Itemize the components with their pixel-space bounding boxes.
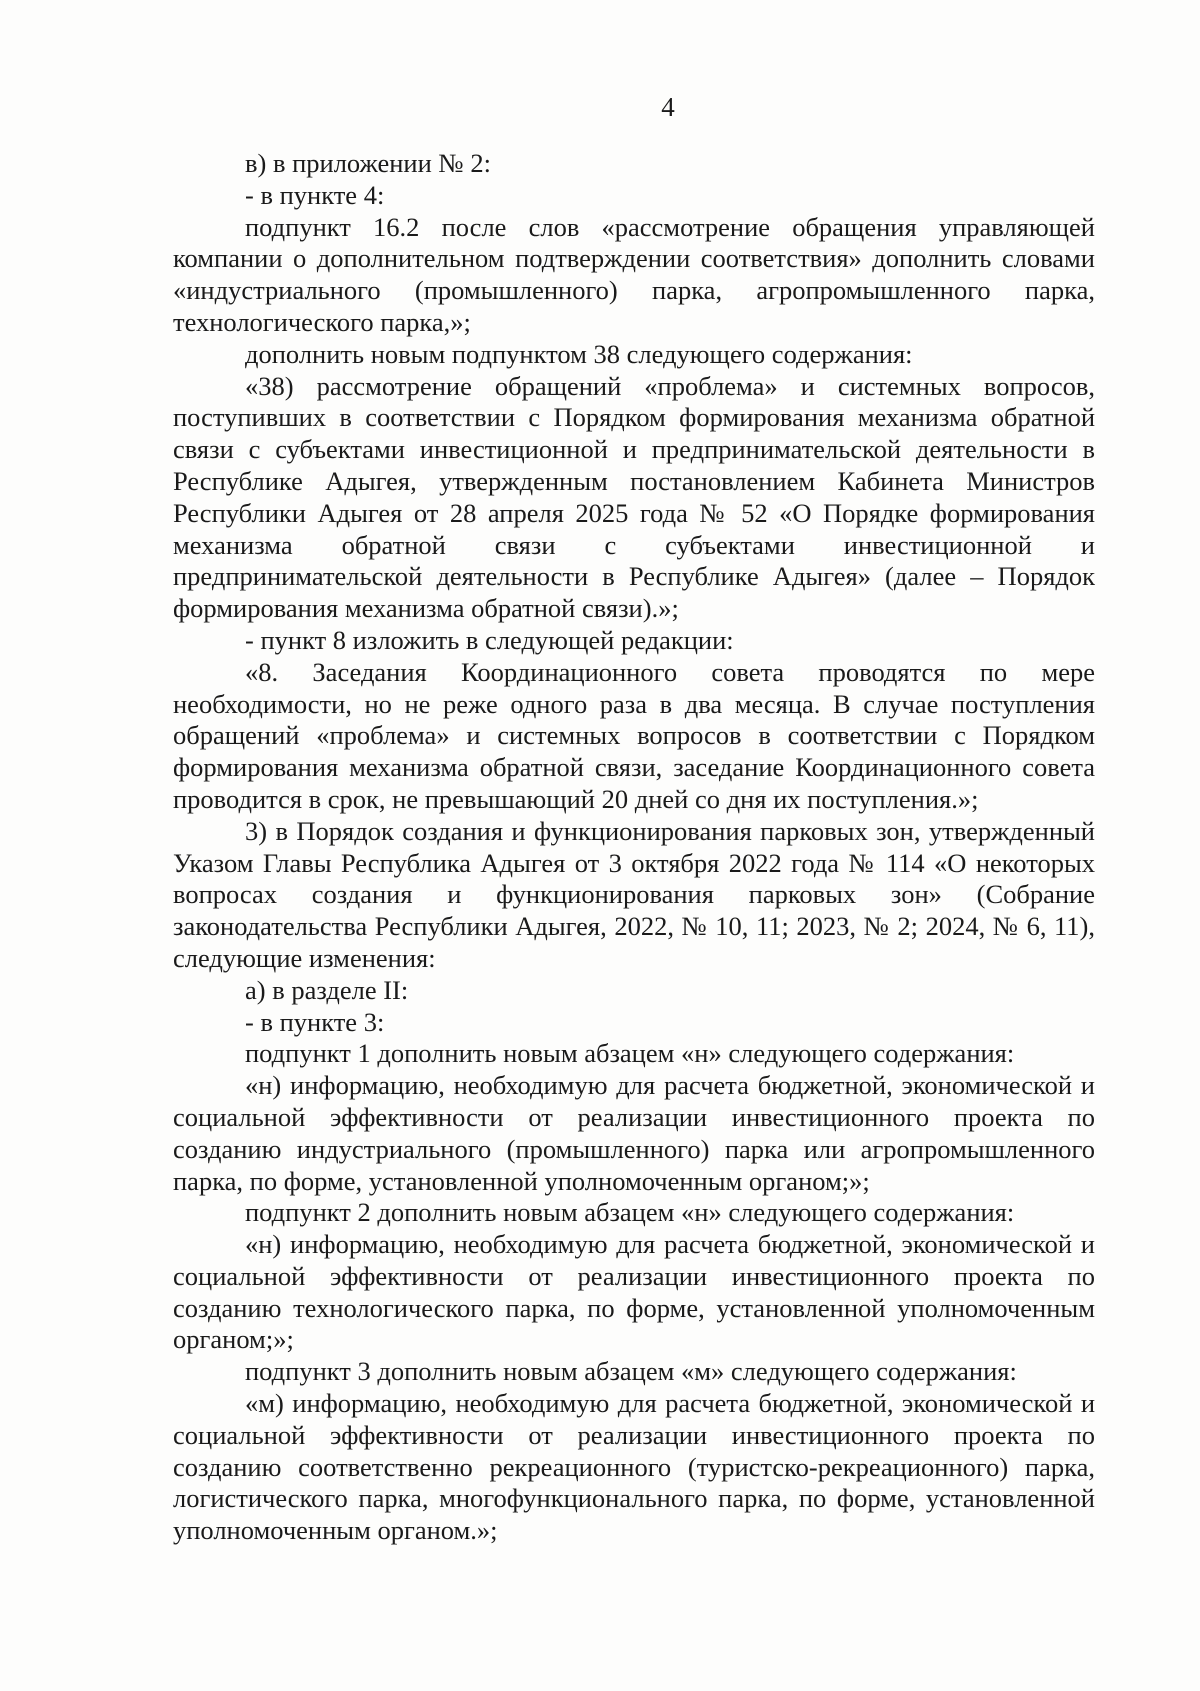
paragraph: «н) информацию, необходимую для расчета бюджетной, экономической и социальной эффективности от реализации инвестиционного проекта по созданию индустриального (промышленного) парка или агропромышленного парка, по форме, установленной уполномоченным органом;»; [173,1070,1095,1196]
paragraph: «8. Заседания Координационного совета проводятся по мере необходимости, но не реже одного раза в два месяца. В случае поступления обращений «проблема» и системных вопросов в соответствии с Порядком формирования механизма обратной связи, заседание Координационного совета проводится в срок, не превышающий 20 дней со дня их поступления.»; [173,656,1095,814]
page-number: 4 [661,92,675,122]
paragraph: в) в приложении № 2: [245,148,491,178]
paragraph: - в пункте 3: [245,1006,385,1037]
paragraph: 3) в Порядок создания и функционирования парковых зон, утвержденный Указом Главы Республика Адыгея от 3 октября 2022 года № 114 «О некоторых вопросах создания и функционирования парковых зон» (Собрание законодательства Республики Адыгея, 2022, № 10, 11; 2023, № 2; 2024, № 6, 11), следующие изменения: [173,815,1095,973]
paragraph: подпункт 1 дополнить новым абзацем «н» следующего содержания: [245,1038,1015,1069]
paragraph: «м) информацию, необходимую для расчета бюджетной, экономической и социальной эффективности от реализации инвестиционного проекта по созданию соответственно рекреационного (туристско-рекреационного) парка, логистического парка, многофункционального парка, по форме, установленной уполномоченным органом.»; [173,1388,1095,1546]
paragraph: подпункт 3 дополнить новым абзацем «м» следующего содержания: [245,1356,1017,1387]
paragraph: дополнить новым подпунктом 38 следующего содержания: [245,338,913,369]
paragraph: - в пункте 4: [245,179,385,210]
paragraph: подпункт 16.2 после слов «рассмотрение обращения управляющей компании о дополнительном подтверждении соответствия» дополнить словами «индустриального (промышленного) парка, агропромышленного парка, технологического парка,»; [173,211,1095,337]
paragraph: «н) информацию, необходимую для расчета бюджетной, экономической и социальной эффективности от реализации инвестиционного проекта по созданию технологического парка, по форме, установленной уполномоченным органом;»; [173,1229,1095,1355]
document-body [173,148,1095,1547]
paragraph: подпункт 2 дополнить новым абзацем «н» следующего содержания: [245,1197,1015,1228]
paragraph: а) в разделе II: [245,974,409,1005]
paragraph: «38) рассмотрение обращений «проблема» и системных вопросов, поступивших в соответствии с Порядком формирования механизма обратной связи с субъектами инвестиционной и предпринимательской деятельности в Республике Адыгея, утвержденным постановлением Кабинета Министров Республики Адыгея от 28 апреля 2025 года № 52 «О Порядке формирования механизма обратной связи с субъектами инвестиционной и предпринимательской деятельности в Республике Адыгея» (далее – Порядок формирования механизма обратной связи).»; [173,370,1095,624]
paragraph: - пункт 8 изложить в следующей редакции: [245,624,734,655]
